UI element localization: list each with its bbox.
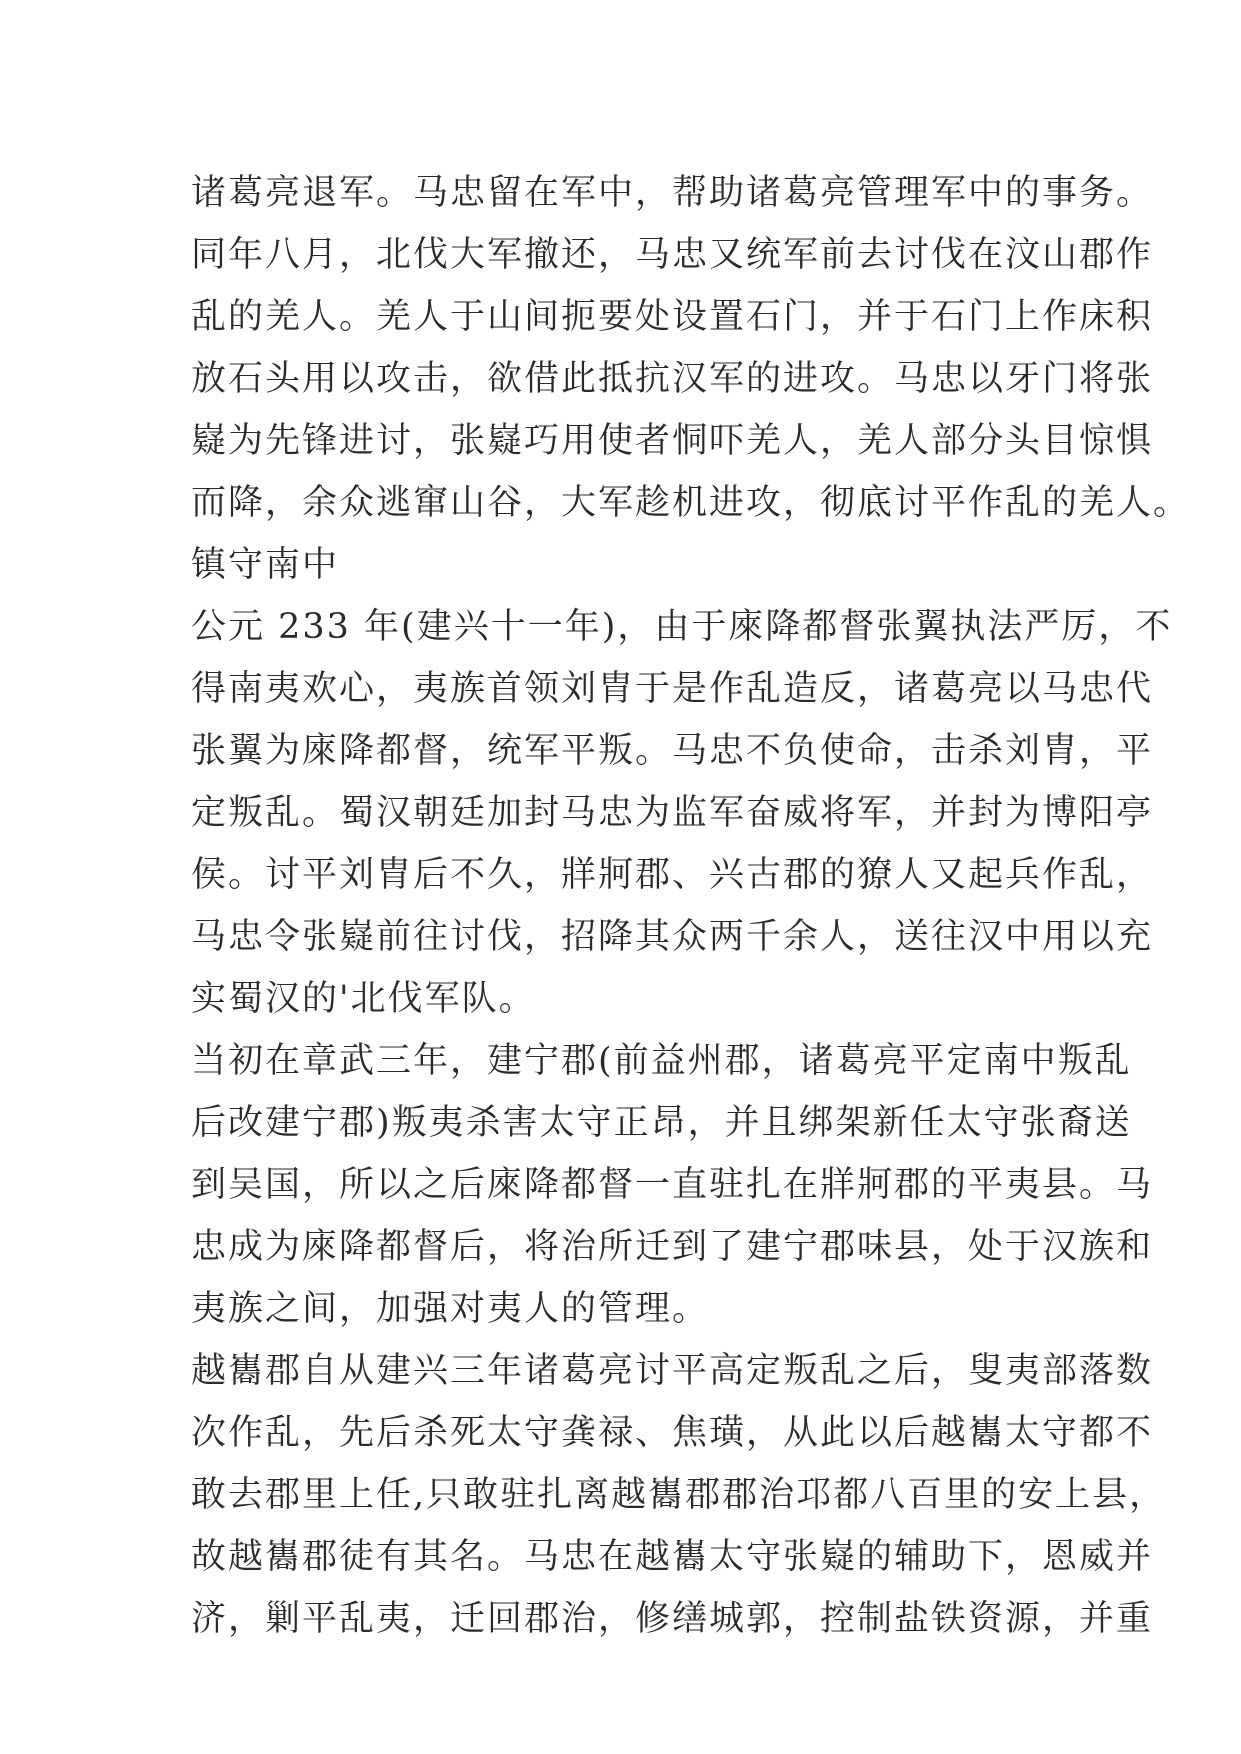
text-line: 越巂郡自从建兴三年诸葛亮讨平高定叛乱之后，叟夷部落数	[191, 1351, 1154, 1391]
text-line: 得南夷欢心，夷族首领刘胄于是作乱造反，诸葛亮以马忠代	[191, 669, 1154, 709]
text-line: 夷族之间，加强对夷人的管理。	[191, 1289, 710, 1329]
text-line: 故越巂郡徒有其名。马忠在越巂太守张嶷的辅助下，恩威并	[191, 1537, 1154, 1577]
text-line: 同年八月，北伐大军撤还，马忠又统军前去讨伐在汶山郡作	[191, 235, 1154, 275]
text-line: 公元 233 年(建兴十一年)，由于庲降都督张翼执法严厉，不	[191, 607, 1173, 647]
text-line: 侯。讨平刘胄后不久，牂牁郡、兴古郡的獠人又起兵作乱，	[191, 855, 1154, 895]
text-line: 马忠令张嶷前往讨伐，招降其众两千余人，送往汉中用以充	[191, 917, 1154, 957]
text-line: 济，剿平乱夷，迁回郡治，修缮城郭，控制盐铁资源，并重	[191, 1599, 1154, 1639]
text-line: 到吴国，所以之后庲降都督一直驻扎在牂牁郡的平夷县。马	[191, 1165, 1154, 1205]
text-line: 定叛乱。蜀汉朝廷加封马忠为监军奋威将军，并封为博阳亭	[191, 793, 1154, 833]
text-line: 诸葛亮退军。马忠留在军中，帮助诸葛亮管理军中的事务。	[191, 173, 1154, 213]
text-line: 次作乱，先后杀死太守龚禄、焦璜，从此以后越巂太守都不	[191, 1413, 1154, 1453]
text-line: 敢去郡里上任,只敢驻扎离越巂郡郡治邛都八百里的安上县，	[191, 1475, 1167, 1515]
section-heading: 镇守南中	[191, 545, 340, 585]
text-line: 嶷为先锋进讨，张嶷巧用使者恫吓羌人，羌人部分头目惊惧	[191, 421, 1154, 461]
text-line: 实蜀汉的'北伐军队。	[191, 979, 536, 1019]
text-line: 张翼为庲降都督，统军平叛。马忠不负使命，击杀刘胄，平	[191, 731, 1154, 771]
text-line: 当初在章武三年，建宁郡(前益州郡，诸葛亮平定南中叛乱	[191, 1041, 1132, 1081]
text-line: 后改建宁郡)叛夷杀害太守正昂，并且绑架新任太守张裔送	[191, 1103, 1132, 1143]
document-body	[191, 162, 1191, 1650]
text-line: 而降，余众逃窜山谷，大军趁机进攻，彻底讨平作乱的羌人。	[191, 483, 1191, 523]
text-line: 忠成为庲降都督后，将治所迁到了建宁郡味县，处于汉族和	[191, 1227, 1154, 1267]
text-line: 放石头用以攻击，欲借此抵抗汉军的进攻。马忠以牙门将张	[191, 359, 1154, 399]
text-line: 乱的羌人。羌人于山间扼要处设置石门，并于石门上作床积	[191, 297, 1154, 337]
